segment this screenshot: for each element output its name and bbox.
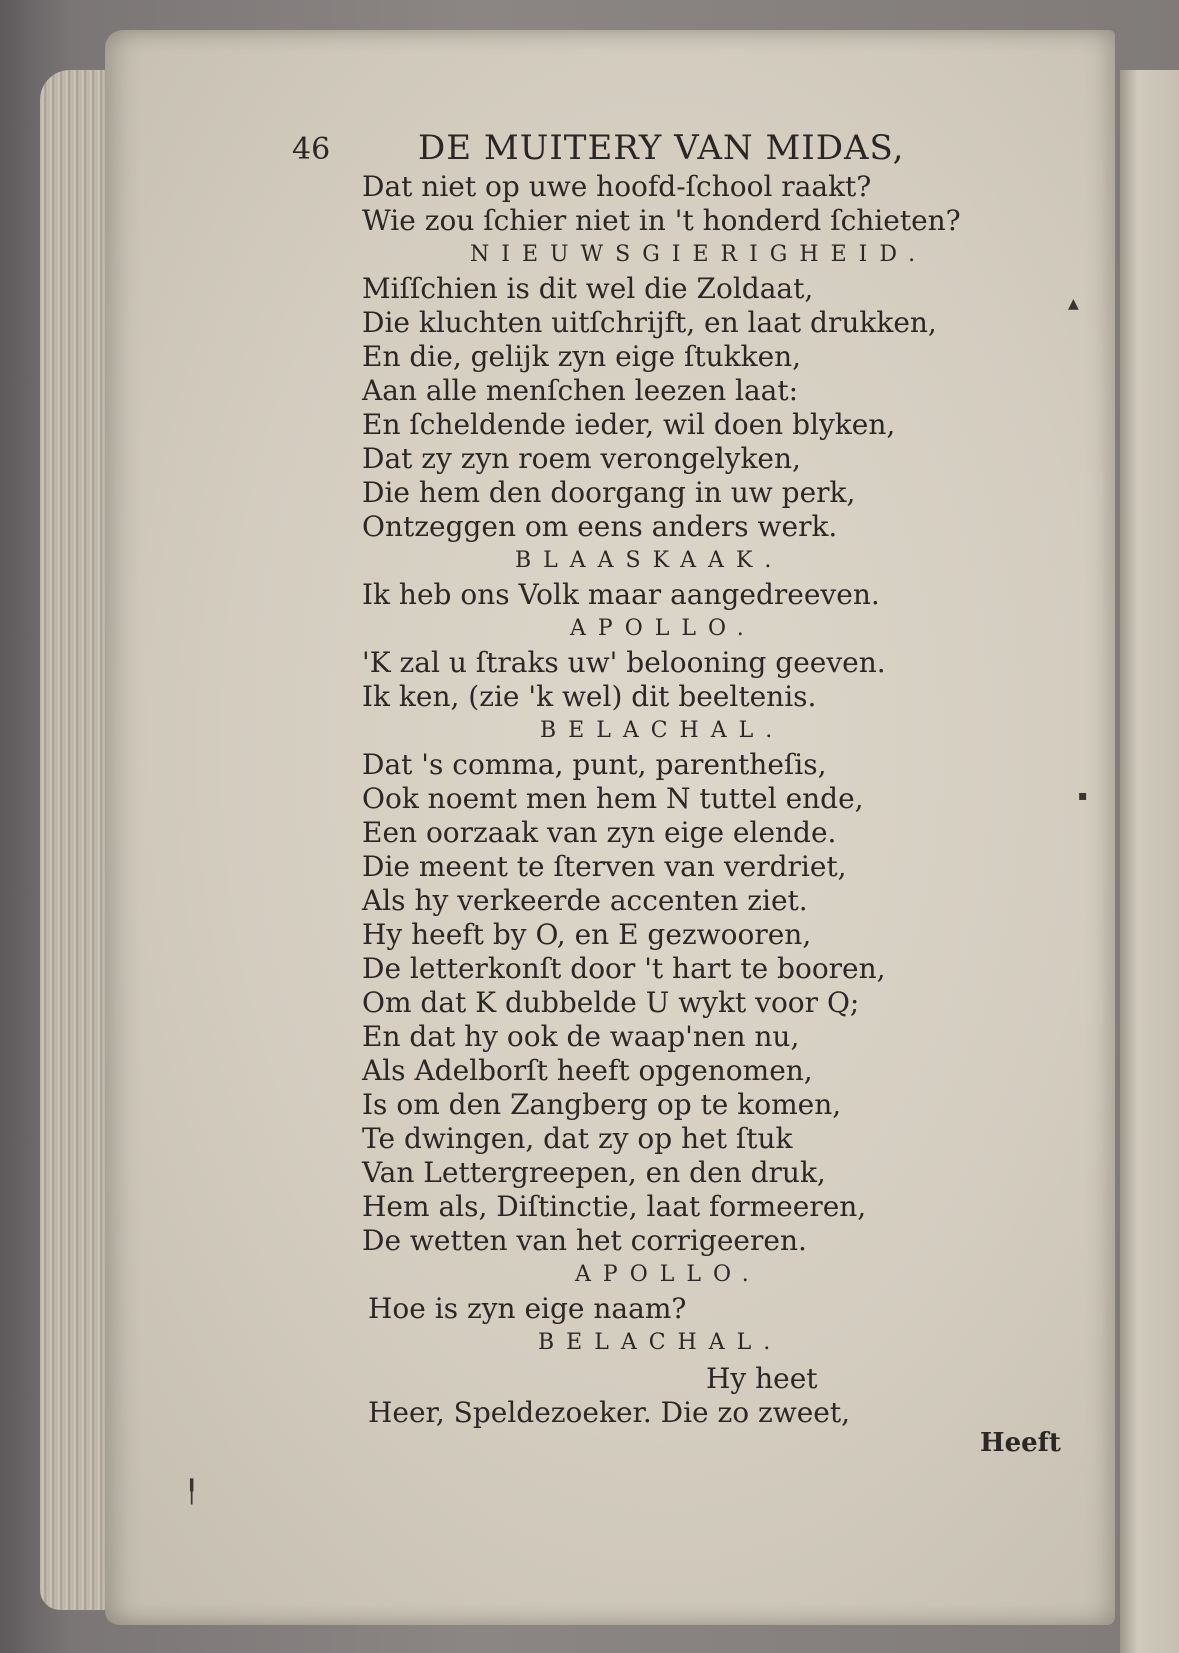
verse-line: Miſſchien is dit wel die Zoldaat, bbox=[362, 272, 814, 305]
verse-line: Hy heet bbox=[706, 1362, 818, 1395]
verse-line: En ſcheldende ieder, wil doen blyken, bbox=[362, 408, 896, 441]
facing-page-edge bbox=[1120, 70, 1179, 1653]
ink-speck: ▪ bbox=[1078, 788, 1088, 804]
verse-line: Ontzeggen om eens anders werk. bbox=[362, 510, 838, 543]
verse-line: Als hy verkeerde accenten ziet. bbox=[362, 884, 808, 917]
verse-line: 'K zal u ſtraks uw' belooning geeven. bbox=[362, 646, 886, 679]
speaker-name: NIEUWSGIERIGHEID. bbox=[470, 242, 928, 267]
verse-line: De letterkonſt door 't hart te booren, bbox=[362, 952, 886, 985]
verse-line: Hoe is zyn eige naam? bbox=[368, 1292, 687, 1325]
catchword: Heeft bbox=[980, 1428, 1061, 1458]
speaker-name: APOLLO. bbox=[570, 616, 756, 641]
running-head: DE MUITERY VAN MIDAS, bbox=[418, 128, 905, 168]
speaker-name: BELACHAL. bbox=[540, 718, 785, 743]
verse-line: Een oorzaak van zyn eige elende. bbox=[362, 816, 837, 849]
verse-line: Als Adelborſt heeft opgenomen, bbox=[362, 1054, 813, 1087]
verse-line: Van Lettergreepen, en den druk, bbox=[362, 1156, 826, 1189]
verse-line: De wetten van het corrigeeren. bbox=[362, 1224, 807, 1257]
ink-speck: ▲ bbox=[1068, 296, 1079, 312]
verse-line: Die kluchten uitſchrijft, en laat drukken, bbox=[362, 306, 937, 339]
verse-line: Ik heb ons Volk maar aangedreeven. bbox=[362, 578, 880, 611]
verse-line: Aan alle menſchen leezen laat: bbox=[362, 374, 799, 407]
verse-line: Heer, Speldezoeker. Die zo zweet, bbox=[368, 1396, 851, 1429]
verse-line: Dat niet op uwe hoofd-ſchool raakt? bbox=[362, 170, 872, 203]
speaker-name: APOLLO. bbox=[575, 1262, 761, 1287]
verse-line: Te dwingen, dat zy op het ſtuk bbox=[362, 1122, 793, 1155]
verse-line: Hy heeft by O, en E gezwooren, bbox=[362, 918, 812, 951]
verse-line: Hem als, Diſtinctie, laat formeeren, bbox=[362, 1190, 867, 1223]
page-number: 46 bbox=[292, 132, 331, 167]
speaker-name: BELACHAL. bbox=[538, 1330, 783, 1355]
verse-line: Ook noemt men hem N tuttel ende, bbox=[362, 782, 864, 815]
verse-line: Wie zou ſchier niet in 't honderd ſchieten? bbox=[362, 204, 961, 237]
speaker-name: BLAASKAAK. bbox=[515, 548, 784, 573]
verse-line: Dat 's comma, punt, parentheſis, bbox=[362, 748, 827, 781]
verse-line: Is om den Zangberg op te komen, bbox=[362, 1088, 842, 1121]
verse-line: Ik ken, (zie 'k wel) dit beeltenis. bbox=[362, 680, 817, 713]
ink-smudge: ╿ bbox=[185, 1480, 199, 1505]
verse-line: Om dat K dubbelde U wykt voor Q; bbox=[362, 986, 860, 1019]
verse-line: En dat hy ook de waap'nen nu, bbox=[362, 1020, 800, 1053]
verse-line: Dat zy zyn roem verongelyken, bbox=[362, 442, 801, 475]
verse-line: En die, gelijk zyn eige ſtukken, bbox=[362, 340, 802, 373]
verse-line: Die meent te ſterven van verdriet, bbox=[362, 850, 847, 883]
verse-line: Die hem den doorgang in uw perk, bbox=[362, 476, 856, 509]
